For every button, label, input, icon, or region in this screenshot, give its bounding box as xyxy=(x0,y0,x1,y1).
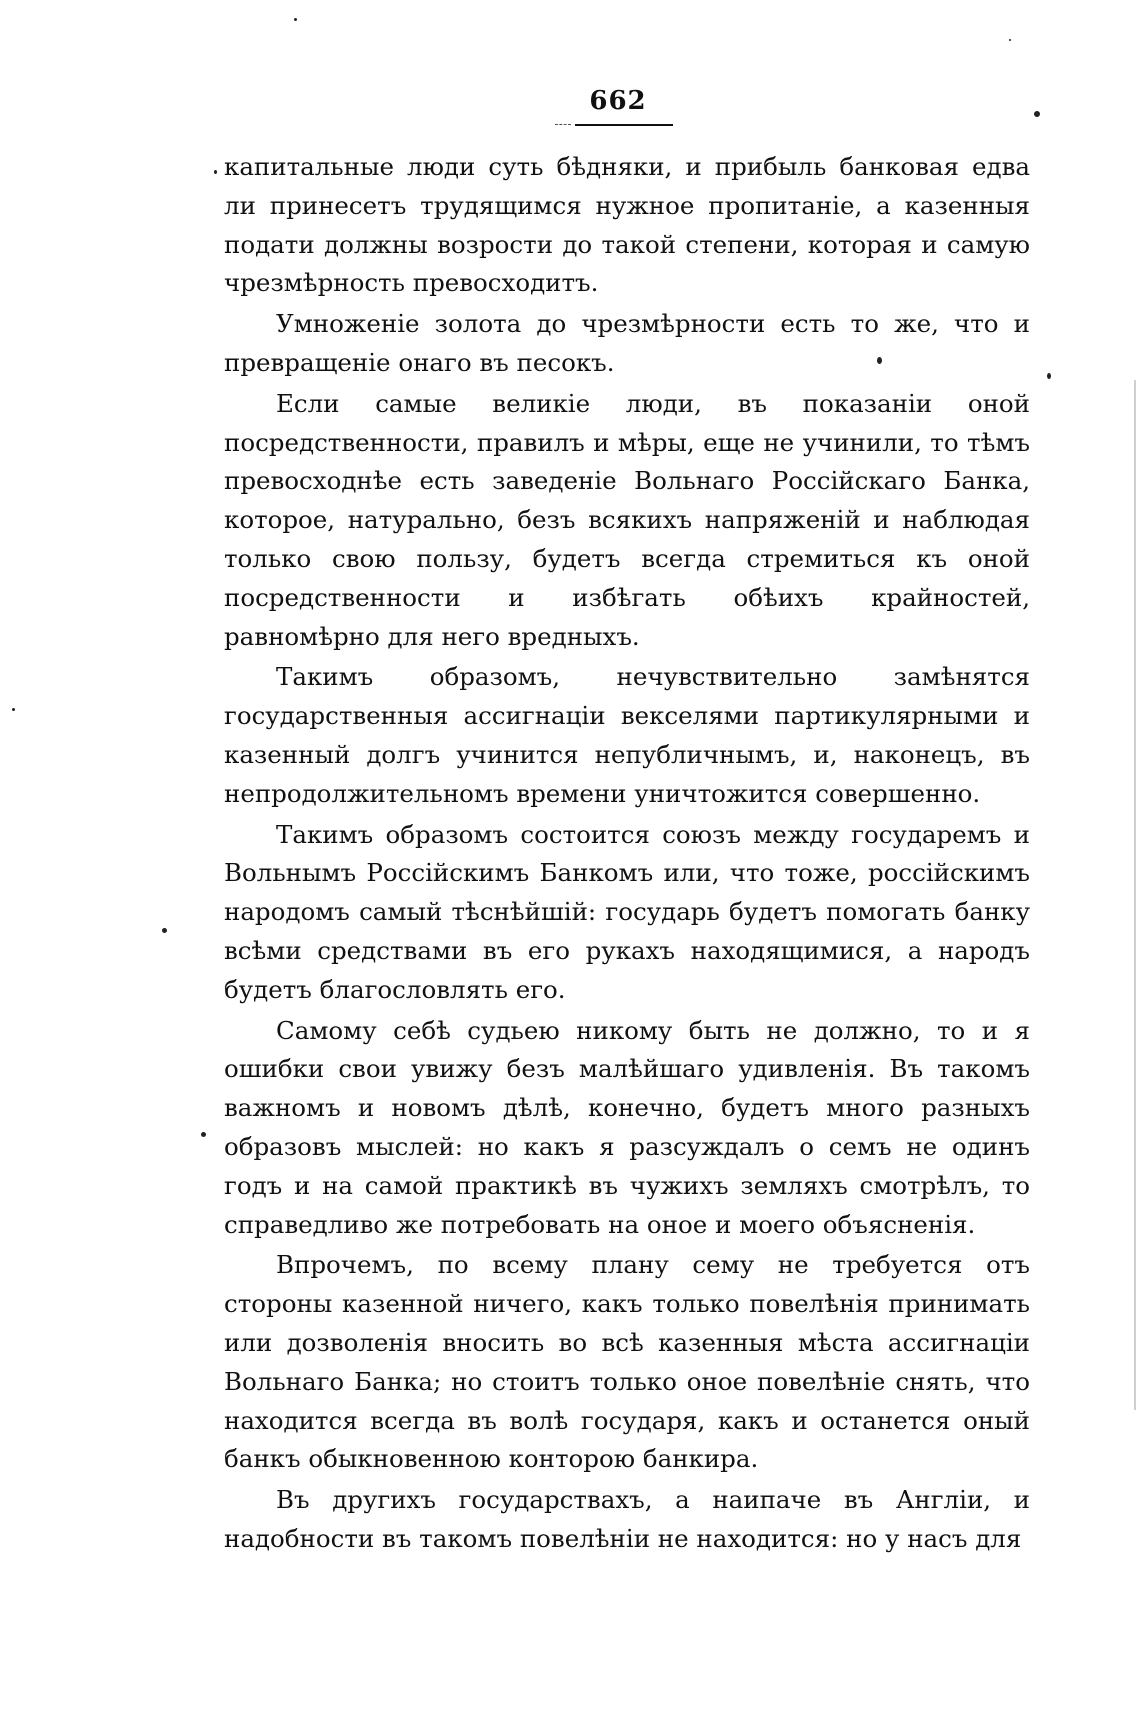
page-number: 662 xyxy=(589,86,647,116)
scan-speck xyxy=(1009,39,1011,41)
scan-speck xyxy=(214,170,217,174)
paragraph-continued: капитальные люди суть бѣдняки, и прибыль банковая едва ли принесетъ трудящимся нужное пропитаніе, а казенныя подати должны возрости до такой степени, которая и самую чрезмѣрность превосходитъ. xyxy=(224,152,1030,298)
paragraph: Такимъ образомъ, нечувствительно замѣнятся государственныя ассигнаціи векселями партикулярными и казенный долгъ учинится непубличнымъ, и, наконецъ, въ непродолжительномъ времени уничтожится совершенно. xyxy=(224,662,1030,808)
paragraph: Если самые великіе люди, въ показаніи оной посредственности, правилъ и мѣры, еще не учинили, то тѣмъ превосходнѣе есть заведеніе Вольнаго Россійскаго Банка, которое, натурально, безъ всякихъ напряженій и наблюдая только свою пользу, будетъ всегда стремиться къ оной посредственности и избѣгать обѣихъ крайностей, равномѣрно для него вредныхъ. xyxy=(224,388,1030,651)
scan-speck xyxy=(877,357,882,364)
scan-speck xyxy=(201,1132,206,1137)
paragraph: Такимъ образомъ состоится союзъ между государемъ и Вольнымъ Россійскимъ Банкомъ или, что тоже, россійскимъ народомъ самый тѣснѣйшій: государь будетъ помогать банку всѣми средствами въ его рукахъ находящимися, а народъ будетъ благословлять его. xyxy=(224,819,1030,1004)
scan-speck xyxy=(294,18,297,21)
paragraph: Впрочемъ, по всему плану сему не требуется отъ стороны казенной ничего, какъ только повелѣнія принимать или дозволенія вносить во всѣ казенныя мѣста ассигнаціи Вольнаго Банка; но стоитъ только оное повелѣніе снять, что находится всегда въ волѣ государя, какъ и останется оный банкъ обыкновенною конторою банкира. xyxy=(224,1250,1030,1474)
paragraph: Умноженіе золота до чрезмѣрности есть то же, что и превращеніе онаго въ песокъ. xyxy=(224,309,1030,377)
scan-speck xyxy=(1034,111,1040,117)
paragraph-continues: Въ другихъ государствахъ, а наипаче въ Англіи, и надобности въ такомъ повелѣніи не находится: но у насъ для xyxy=(224,1485,1030,1553)
scan-page-edge xyxy=(1134,380,1136,1410)
body-text xyxy=(224,148,1030,1561)
scan-speck xyxy=(1047,373,1051,379)
paragraph: Самому себѣ судьею никому быть не должно, то и я ошибки свои увижу безъ малѣйшаго удивленія. Въ такомъ важномъ и новомъ дѣлѣ, конечно, будетъ много разныхъ образовъ мыслей: но какъ я разсуждалъ о семъ не одинъ годъ и на самой практикѣ въ чужихъ земляхъ смотрѣлъ, то справедливо же потребовать на оное и моего объясненія. xyxy=(224,1015,1030,1239)
scan-speck xyxy=(12,708,15,711)
scan-speck xyxy=(162,928,167,933)
page-number-rule xyxy=(575,124,673,126)
